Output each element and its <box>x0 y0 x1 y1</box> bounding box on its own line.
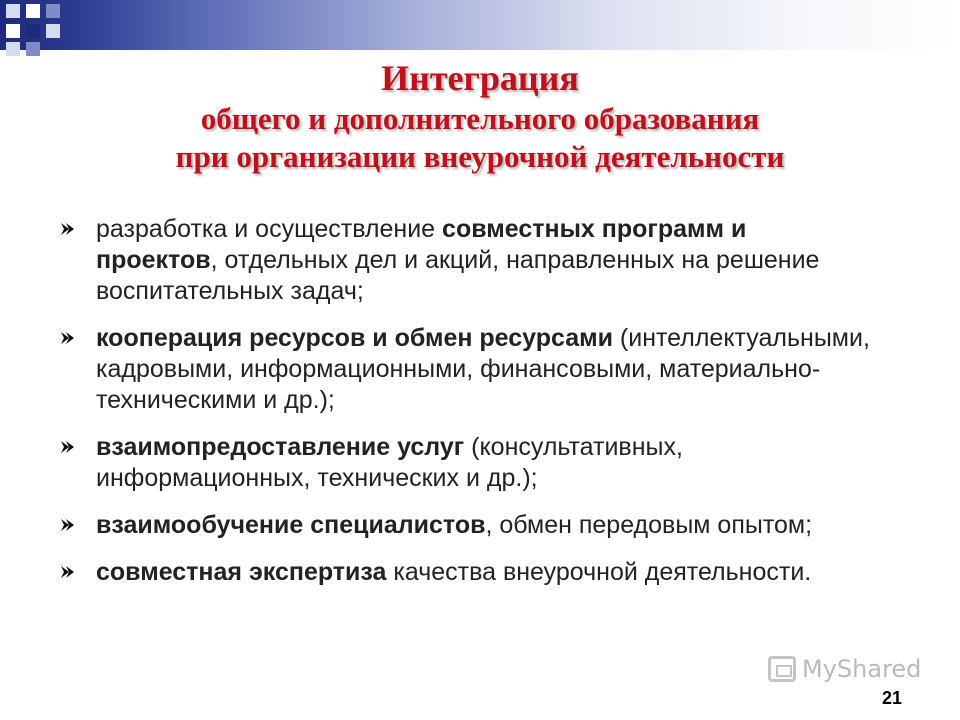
arrow-bullet-icon <box>60 518 76 532</box>
decor-square <box>26 42 40 56</box>
decor-square <box>6 4 20 18</box>
regular-text: , отдельных дел и акций, направленных на решение воспитательных задач; <box>96 246 820 305</box>
arrow-bullet-icon <box>60 331 76 345</box>
header-band <box>0 0 960 50</box>
list-item-text <box>96 215 819 305</box>
arrow-bullet-icon <box>60 222 76 236</box>
bold-text: взаимообучение специалистов <box>96 511 486 539</box>
arrow-bullet-icon <box>60 565 76 579</box>
bold-text: совместных программ и проектов <box>96 215 747 274</box>
decor-square <box>46 24 60 38</box>
list-item <box>54 557 874 588</box>
page-number: 21 <box>881 688 902 708</box>
title-line-1: Интеграция <box>381 58 579 98</box>
list-item <box>54 432 874 494</box>
list-item <box>54 510 874 541</box>
regular-text: (интеллектуальными, кадровыми, информационными, финансовыми, материально-техническими и др.); <box>96 324 870 414</box>
decor-square <box>46 4 60 18</box>
title-line-2: общего и дополнительного образования <box>200 101 760 136</box>
decor-square <box>6 42 20 56</box>
list-item <box>54 214 874 307</box>
watermark-text: MyShared <box>802 655 922 683</box>
list-item-text <box>96 324 870 414</box>
regular-text: разработка и осуществление <box>96 215 443 243</box>
list-item-text <box>96 433 683 492</box>
myshared-logo-icon <box>768 656 796 682</box>
slide-title <box>40 56 920 176</box>
regular-text: (консультативных, информационных, технических и др.); <box>96 433 683 492</box>
decor-square <box>6 24 20 38</box>
bold-text: совместная экспертиза <box>96 558 387 586</box>
regular-text: качества внеурочной деятельности. <box>386 558 812 586</box>
decor-square <box>26 24 40 38</box>
arrow-bullet-icon <box>60 440 76 454</box>
regular-text: , обмен передовым опытом; <box>485 511 813 539</box>
title-line-3: при организации внеурочной деятельности <box>175 139 785 174</box>
list-item <box>54 323 874 416</box>
list-item-text <box>96 511 812 539</box>
bullet-list <box>54 214 874 604</box>
bold-text: кооперация ресурсов и обмен ресурсами <box>96 324 613 352</box>
decor-square <box>26 4 40 18</box>
bold-text: взаимопредоставление услуг <box>96 433 465 461</box>
list-item-text <box>96 558 811 586</box>
watermark <box>768 655 921 683</box>
